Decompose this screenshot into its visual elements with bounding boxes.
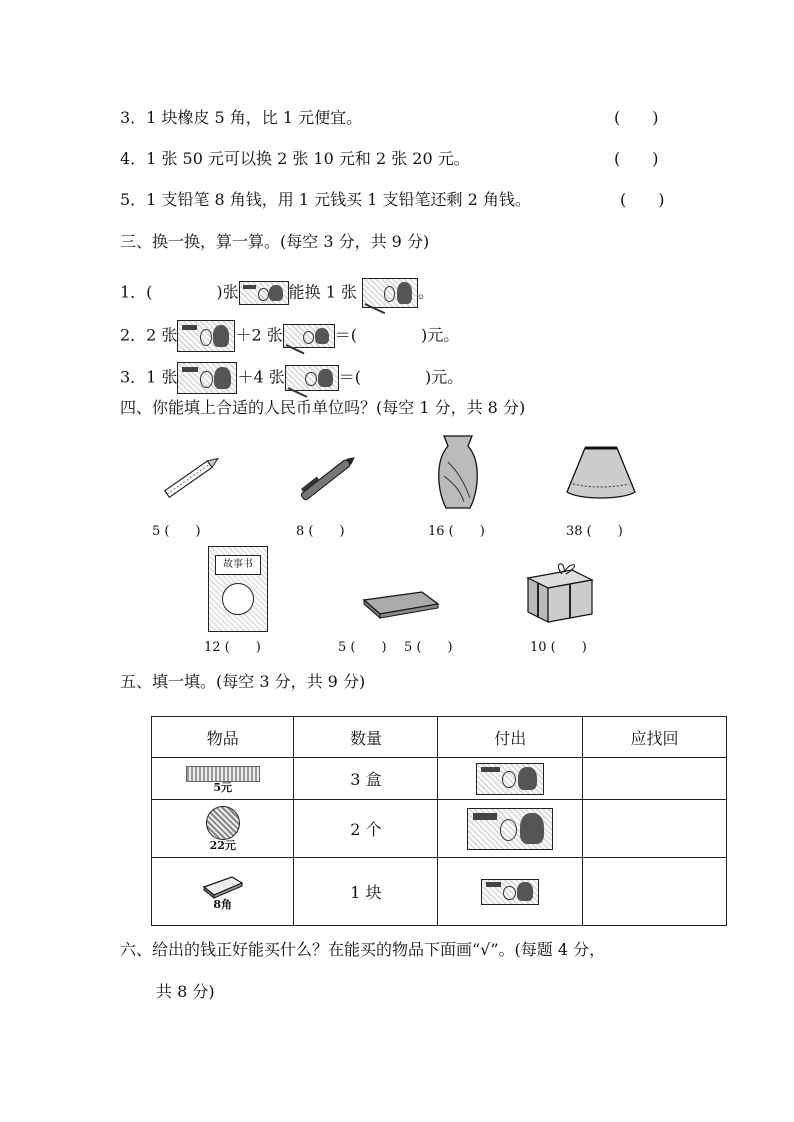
unit-label-pen[interactable]: 8 ( ) — [296, 524, 345, 539]
exchange-3-text-b: ＋4 张 — [237, 367, 285, 387]
gift-box-icon — [522, 560, 598, 626]
banknote-icon — [362, 278, 418, 308]
judge-question-5: 5．1 支铅笔 8 角钱，用 1 元钱买 1 支铅笔还剩 2 角钱。 — [120, 190, 531, 209]
exchange-3-text-a: 3．1 张 — [120, 367, 178, 387]
section-6-title-line-2: 共 8 分) — [156, 982, 215, 1001]
unit-label-gift-box[interactable]: 10 ( ) — [530, 640, 587, 655]
table-row — [152, 800, 727, 858]
paid-cell — [438, 758, 583, 800]
storybook-icon — [208, 546, 268, 632]
quantity-cell: 1 块 — [294, 858, 438, 926]
answer-paren-5[interactable]: ( ) — [620, 190, 665, 209]
unit-label-pencil-case-jiao[interactable]: 5 ( ) — [404, 640, 453, 655]
item-cell — [152, 758, 294, 800]
banknote-icon — [177, 362, 237, 394]
banknote-icon — [476, 763, 544, 795]
paid-cell — [438, 800, 583, 858]
banknote-icon — [283, 324, 335, 348]
banknote-icon — [177, 320, 235, 352]
exchange-1-text-a: 1．( )张 — [120, 282, 239, 302]
table-header-row — [152, 717, 727, 758]
judge-question-3: 3．1 块橡皮 5 角，比 1 元便宜。 — [120, 108, 363, 127]
item-cell — [152, 858, 294, 926]
eraser-item-icon — [200, 873, 246, 899]
payment-table — [151, 716, 727, 926]
exchange-2-text-a: 2．2 张 — [120, 325, 178, 345]
unit-label-pencil[interactable]: 5 ( ) — [152, 524, 201, 539]
item-price: 5元 — [213, 780, 233, 794]
exchange-2-text-b: ＋2 张 — [235, 325, 283, 345]
pen-icon — [290, 448, 366, 508]
header-item: 物品 — [152, 717, 294, 758]
table-row — [152, 758, 727, 800]
item-cell — [152, 800, 294, 858]
quantity-cell: 2 个 — [294, 800, 438, 858]
section-5-title: 五、填一填。(每空 3 分，共 9 分) — [120, 672, 366, 691]
exchange-2-text-c: ＝( )元。 — [334, 325, 460, 345]
banknote-icon — [239, 281, 289, 305]
paid-cell — [438, 858, 583, 926]
storybook-title: 故事书 — [215, 555, 261, 575]
item-price: 22元 — [209, 838, 236, 852]
skirt-icon — [563, 444, 639, 502]
item-price: 8角 — [213, 897, 233, 911]
exchange-1-text-b: 能换 1 张 — [288, 282, 358, 302]
box-item-icon — [186, 766, 260, 782]
answer-paren-3[interactable]: ( ) — [614, 108, 659, 127]
unit-label-storybook[interactable]: 12 ( ) — [204, 640, 261, 655]
change-cell[interactable] — [582, 858, 726, 926]
section-3-title: 三、换一换，算一算。(每空 3 分，共 9 分) — [120, 232, 430, 251]
change-cell[interactable] — [582, 758, 726, 800]
pencil-icon — [154, 450, 226, 506]
answer-paren-4[interactable]: ( ) — [614, 149, 659, 168]
exchange-1-text-c: 。 — [418, 282, 435, 302]
banknote-icon — [481, 879, 539, 905]
vase-icon — [430, 432, 486, 512]
unit-label-skirt[interactable]: 38 ( ) — [566, 524, 623, 539]
exchange-line-1 — [120, 278, 434, 308]
table-row — [152, 858, 727, 926]
quantity-cell: 3 盒 — [294, 758, 438, 800]
banknote-icon — [285, 365, 339, 391]
judge-question-4: 4．1 张 50 元可以换 2 张 10 元和 2 张 20 元。 — [120, 149, 470, 168]
banknote-icon — [467, 808, 553, 850]
exchange-line-3 — [120, 362, 463, 394]
ball-item-icon — [206, 806, 240, 840]
header-change: 应找回 — [582, 717, 726, 758]
change-cell[interactable] — [582, 800, 726, 858]
exchange-line-2 — [120, 320, 459, 352]
unit-label-pencil-case-yuan[interactable]: 5 ( ) — [338, 640, 387, 655]
header-quantity: 数量 — [294, 717, 438, 758]
section-6-title-line-1: 六、给出的钱正好能买什么？在能买的物品下面画“√”。(每题 4 分， — [120, 940, 606, 959]
unit-label-vase[interactable]: 16 ( ) — [428, 524, 485, 539]
header-paid: 付出 — [438, 717, 583, 758]
pencil-case-icon — [360, 582, 442, 622]
section-4-title: 四、你能填上合适的人民币单位吗？(每空 1 分，共 8 分) — [120, 398, 526, 417]
exchange-3-text-c: ＝( )元。 — [338, 367, 464, 387]
